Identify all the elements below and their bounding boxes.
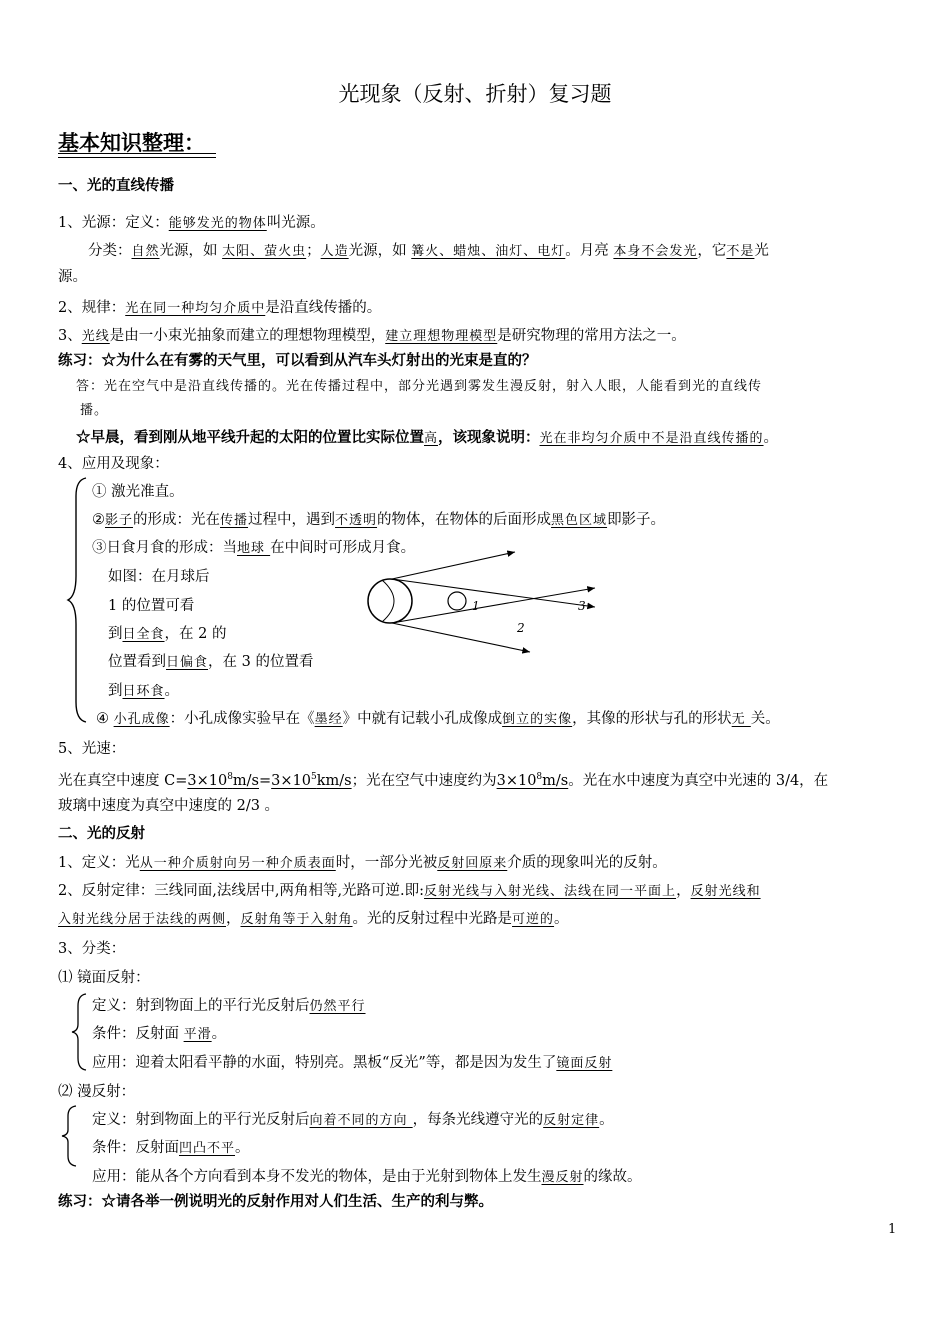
section-1-title: 一、光的直线传播 [58,178,174,194]
text: 条件：反射面 [92,1026,184,1042]
text: 是研究物理的常用方法之一。 [497,328,686,344]
text: 5 [310,772,317,782]
answer: 镜面反射 [556,1056,613,1071]
text: 2、反射定律：三线同面,法线居中,两角相等,光路可逆.即: [58,883,425,899]
text: 8 [227,772,233,782]
answer: 能够发光的物体 [168,216,267,231]
reflection-law-cont [58,908,569,931]
text: 应用：迎着太阳看平静的水面，特别亮。黑板“反光”等，都是因为发生了 [92,1055,557,1071]
answer: 光在同一种均匀介质中 [125,301,266,316]
specular-reflection-heading: ⑴ 镜面反射： [58,970,150,986]
specular-application [92,1052,612,1075]
answer: 建立理想物理模型 [385,329,498,344]
pinhole-imaging [96,708,780,731]
answer: 日环食 [122,684,165,699]
text: 是沿直线传播的。 [265,300,382,316]
answer: 光线 [81,329,110,344]
answer: 人造 [320,244,349,259]
moon-circle [448,592,466,610]
answer: 光在非均匀介质中不是沿直线传播的 [539,431,764,446]
large-left-brace [66,476,90,724]
answer: 不是 [726,244,755,259]
text: 光在真空中速度 C= [58,772,188,789]
reflection-definition [58,852,667,875]
diffuse-definition [92,1109,614,1132]
sun-circle [368,579,412,623]
answer: 可逆的 [512,912,555,927]
text: ； [306,243,321,259]
speed-heading: 5、光速： [58,741,126,757]
document-title: 光现象（反射、折射）复习题 [338,82,612,106]
light-ray-model [58,325,686,348]
text: ，每条光线遵守光的 [412,1112,544,1128]
reflection-law [58,880,761,903]
text: ：小孔成像实验早在《 [169,711,315,727]
text-line: 源。 [58,269,87,285]
section-2-title: 二、光的反射 [58,826,145,842]
answer: 仍然平行 [309,999,366,1014]
answer: 凹凸不平 [179,1141,236,1156]
text-line: 1 的位置可看 [108,598,195,614]
text: 到 [108,626,123,642]
answer: 反射角等于入射角 [240,912,353,927]
answer: 平滑 [183,1027,212,1042]
heading-double-rule [58,153,216,158]
text: m/s [232,772,259,789]
text: 2、规律： [58,300,126,316]
text-line: 如图：在月球后 [108,569,210,585]
answer: 反射光线和 [690,884,761,899]
text: ， [226,911,241,927]
text: 即影子。 [607,512,666,528]
answer: 小孔成像 [113,712,170,727]
answer: 反射回原来 [437,856,508,871]
text: 叫光源。 [266,215,325,231]
classification-heading: 3、分类： [58,941,126,957]
diffuse-condition [92,1137,250,1160]
text: 1、定义：光 [58,855,140,871]
applications-heading: 4、应用及现象： [58,456,169,472]
text: 。 [599,1112,614,1128]
text: 光源，如 [159,243,223,259]
diffuse-brace [60,1104,80,1168]
answer: 反射定律 [543,1113,600,1128]
text: ，其像的形状与孔的形状 [572,711,732,727]
propagation-law [58,297,381,320]
answer: 从一种介质射向另一种介质表面 [139,856,336,871]
diagram-label-2: 2 [517,621,525,635]
text: 介质的现象叫光的反射。 [507,855,667,871]
text: 3×10 [187,772,228,789]
answer: 太阳、萤火虫 [222,244,307,259]
exercise-answer: 答：光在空气中是沿直线传播的。光在传播过程中，部分光遇到雾发生漫反射，射入人眼，人能看到光的直线传 [76,379,763,394]
text: 。光的反射过程中光路是 [352,911,513,927]
answer [497,773,569,789]
text: 是由一小束光抽象而建立的理想物理模型， [109,328,386,344]
text: 在中间时可形成月食。 [270,540,416,556]
answer: 自然 [131,244,160,259]
section-heading: 基本知识整理： [58,131,205,155]
specular-definition [92,995,366,1018]
answer: 地球 [237,541,271,556]
text: 的缘故。 [583,1169,642,1185]
eclipse-diagram [362,548,602,658]
text: 3、 [58,328,82,344]
light-source-definition [58,212,325,235]
text: 的物体，在物体的后面形成 [377,512,552,528]
answer: 日偏食 [166,655,209,670]
answer [187,773,259,789]
text: 定义：射到物面上的平行光反射后 [92,998,310,1014]
diagram-label-3: 3 [578,599,586,613]
partial-eclipse-line [108,651,313,674]
answer: 倒立的实像 [502,712,573,727]
answer: 本身不会发光 [613,244,698,259]
text: 过程中，遇到 [248,512,336,528]
text: 8 [536,772,543,782]
answer: 无 [731,712,751,727]
diffuse-application [92,1166,642,1189]
text: km/s [316,772,352,789]
answer: 篝火、蜡烛、油灯、电灯 [411,244,566,259]
answer: 不透明 [335,513,378,528]
text: 位置看到 [108,654,166,670]
text: 。 [235,1140,250,1156]
text: ，该现象说明： [438,429,540,446]
shadow-formation [92,509,665,532]
text: 关。 [750,711,780,727]
text: 时，一部分光被 [335,855,438,871]
diagram-label-1: 1 [472,599,480,613]
text: 3×10 [496,772,537,789]
answer: 反射光线与入射光线、法线在同一平面上 [424,884,677,899]
specular-brace [70,992,90,1072]
text: 光源，如 [348,243,412,259]
text: 应用：能从各个方向看到本身不发光的物体，是由于光射到物体上发生 [92,1169,542,1185]
exercise-question-reflection: 练习：☆请各举一例说明光的反射作用对人们生活、生产的利与弊。 [58,1193,493,1210]
exercise-answer-cont: 播。 [80,403,109,418]
text: 。 [763,430,779,446]
text: m/s [542,772,569,789]
specular-condition [92,1023,226,1046]
text: = [259,772,272,789]
text: ③日食月食的形成：当 [92,540,237,556]
text: ，在 2 的 [164,626,227,642]
text: 光 [754,243,769,259]
total-eclipse-line [108,623,226,646]
diffuse-reflection-heading: ⑵ 漫反射： [58,1084,136,1100]
text: 。光在水中速度为真空中光速的 3/4，在 [568,772,829,789]
text-line: 玻璃中速度为真空中速度的 2/3 。 [58,798,280,814]
text: 》中就有记载小孔成像成 [342,711,503,727]
answer: 影子 [105,513,134,528]
answer: 向着不同的方向 [309,1113,413,1128]
text: 分类： [88,243,132,259]
speed-of-light [58,766,828,792]
text: ，它 [697,243,727,259]
text: 。 [164,683,180,699]
exercise-question-fog: 练习：☆为什么在有雾的天气里，可以看到从汽车头灯射出的光束是直的？ [58,352,537,369]
text: 到 [108,683,123,699]
light-source-classification [88,240,769,263]
sunrise-question [76,427,778,450]
answer [271,773,351,789]
text: 。 [554,911,569,927]
text: ④ [96,711,114,727]
answer: 入射光线分居于法线的两侧 [58,912,227,927]
text: 条件：反射面 [92,1140,179,1156]
text: 3×10 [271,772,311,789]
answer: 传播 [220,513,249,528]
answer: 墨经 [314,712,343,727]
annular-eclipse-line [108,680,179,703]
text: ，在 3 的位置看 [208,654,314,670]
page-number: 1 [888,1222,897,1237]
text: ☆早晨，看到刚从地平线升起的太阳的位置比实际位置 [76,429,424,446]
text: 1、光源：定义： [58,215,169,231]
text: ， [676,883,691,899]
laser-alignment: ① 激光准直。 [92,484,184,500]
answer: 漫反射 [541,1170,584,1185]
text: 。 [211,1026,227,1042]
answer: 高 [424,431,439,446]
answer: 黑色区域 [551,513,608,528]
text: 。月亮 [565,243,614,259]
answer: 日全食 [122,627,165,642]
text: 的形成：光在 [133,512,221,528]
text: ；光在空气中速度约为 [351,772,497,789]
text: 定义：射到物面上的平行光反射后 [92,1112,310,1128]
text: ② [92,512,105,528]
